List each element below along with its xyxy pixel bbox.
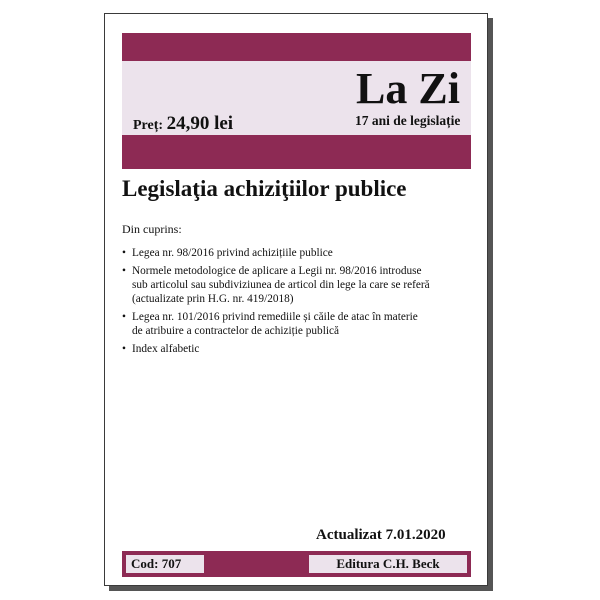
list-item xyxy=(122,342,472,356)
brand-logo: La Zi xyxy=(356,64,460,113)
list-item-text: Legea nr. 101/2016 privind remediile și căile de atac în materie de atribuire a contractelor de achiziție publică xyxy=(132,311,418,337)
footer-band xyxy=(122,551,471,577)
header-top-band xyxy=(122,33,471,61)
header-bottom-band xyxy=(122,135,471,169)
updated-date: Actualizat 7.01.2020 xyxy=(316,527,446,543)
price-label: Preț: xyxy=(133,118,164,133)
bullet-icon: • xyxy=(122,265,126,277)
brand-tagline: 17 ani de legislație xyxy=(355,113,461,128)
book-cover xyxy=(104,13,488,586)
list-item-text: Index alfabetic xyxy=(132,343,200,355)
book-title: Legislaţia achiziţiilor publice xyxy=(122,176,407,201)
bullet-icon: • xyxy=(122,343,126,355)
list-item xyxy=(122,264,472,306)
price xyxy=(133,113,233,135)
list-item xyxy=(122,246,472,260)
contents-intro: Din cuprins: xyxy=(122,222,182,236)
list-item-text: Legea nr. 98/2016 privind achizițiile publice xyxy=(132,247,333,259)
bullet-icon: • xyxy=(122,247,126,259)
product-code: Cod: 707 xyxy=(126,555,204,573)
publisher-name: Editura C.H. Beck xyxy=(309,555,467,573)
list-item xyxy=(122,310,472,338)
header-panel xyxy=(122,61,471,135)
list-item-text: Normele metodologice de aplicare a Legii nr. 98/2016 introduse sub articolul sau subdiviziunea de articol din lege la care se referă (actualizate prin H.G. nr. 419/2018) xyxy=(132,265,430,305)
price-value: 24,90 lei xyxy=(166,113,234,134)
contents-list xyxy=(122,246,472,360)
bullet-icon: • xyxy=(122,311,126,323)
